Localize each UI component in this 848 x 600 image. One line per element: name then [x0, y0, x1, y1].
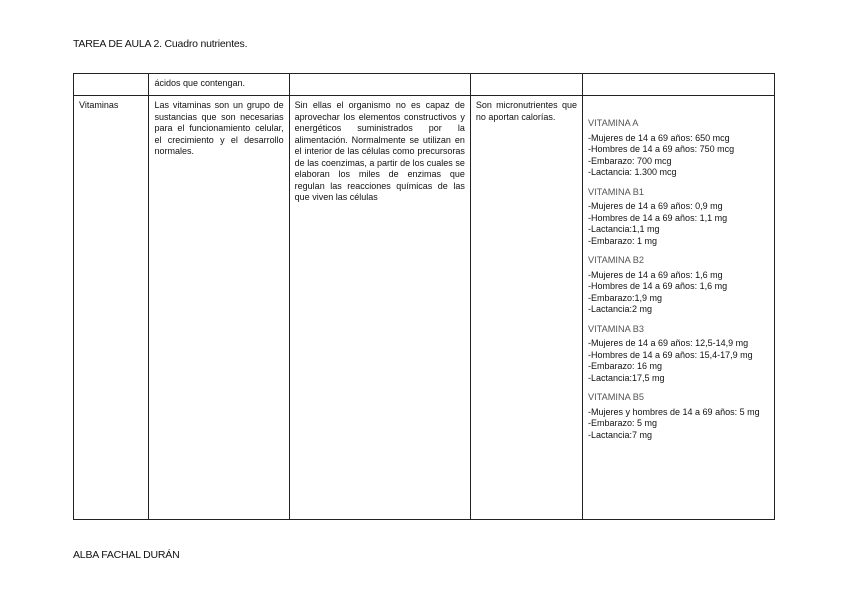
vitamin-block: [588, 392, 769, 441]
vitamin-requirement-line: -Mujeres de 14 a 69 años: 12,5-14,9 mg: [588, 338, 749, 348]
vitamin-requirement-line: -Hombres de 14 a 69 años: 1,1 mg: [588, 212, 728, 223]
vitamin-requirement-line: -Lactancia: 1.300 mcg: [588, 167, 677, 177]
vitamin-block: [588, 255, 769, 316]
vitamin-requirement-line: -Embarazo:1,9 mg: [588, 292, 663, 303]
vitamin-requirement-line: -Hombres de 14 a 69 años: 750 mcg: [588, 144, 735, 154]
vitamin-requirement-line: -Embarazo: 700 mcg: [588, 155, 672, 166]
table-cell: [470, 74, 582, 96]
vitamin-name: VITAMINA B2: [588, 255, 644, 265]
vitamin-requirement-line: -Embarazo: 5 mg: [588, 418, 658, 428]
vitamin-requirement-line: -Mujeres de 14 a 69 años: 650 mcg: [588, 132, 730, 143]
vitamin-name: VITAMINA B1: [588, 186, 644, 197]
table-row-vitaminas: [74, 96, 775, 520]
vitamin-requirement-line: -Embarazo: 16 mg: [588, 361, 663, 371]
nutrient-name-cell: Vitaminas: [74, 96, 149, 520]
table-cell: ácidos que contengan.: [149, 74, 289, 96]
vitamin-block: [588, 118, 769, 179]
vitamin-requirement-line: -Lactancia:2 mg: [588, 304, 653, 314]
table-cell: [289, 74, 470, 96]
nutrient-type-cell: Son micronutrientes que no aportan calorías.: [470, 96, 582, 520]
nutrient-function-cell: Sin ellas el organismo no es capaz de aprovechar los elementos constructivos y energéticos suministrados por la alimentación. Normalmente se utilizan en el interior de las células como precursoras de las coenzimas, a partir de los cuales se elaboran los miles de enzimas que regulan las reacciones químicas de las que viven las células: [289, 96, 470, 520]
nutrients-table: [73, 73, 775, 520]
table-row: [74, 74, 775, 96]
vitamin-requirement-line: -Hombres de 14 a 69 años: 15,4-17,9 mg: [588, 349, 753, 360]
vitamin-block: [588, 187, 769, 248]
vitamin-name: VITAMINA B3: [588, 323, 644, 334]
vitamin-requirement-line: -Lactancia:7 mg: [588, 429, 653, 440]
vitamin-requirement-line: -Mujeres de 14 a 69 años: 1,6 mg: [588, 269, 723, 280]
document-title: TAREA DE AULA 2. Cuadro nutrientes.: [73, 38, 248, 50]
vitamin-requirement-line: -Mujeres de 14 a 69 años: 0,9 mg: [588, 201, 723, 211]
nutrient-requirements-cell: [583, 96, 775, 520]
vitamin-block: [588, 324, 769, 385]
vitamin-requirement-line: -Hombres de 14 a 69 años: 1,6 mg: [588, 281, 728, 291]
table-cell: [74, 74, 149, 96]
requirements-list: [588, 118, 769, 441]
vitamin-requirement-line: -Mujeres y hombres de 14 a 69 años: 5 mg: [588, 406, 760, 417]
vitamin-requirement-line: -Lactancia:17,5 mg: [588, 372, 665, 383]
vitamin-name: VITAMINA A: [588, 118, 639, 128]
vitamin-name: VITAMINA B5: [588, 392, 644, 402]
vitamin-requirement-line: -Lactancia:1,1 mg: [588, 224, 660, 234]
table-cell: [583, 74, 775, 96]
vitamin-requirement-line: -Embarazo: 1 mg: [588, 235, 658, 246]
nutrient-definition-cell: Las vitaminas son un grupo de sustancias que son necesarias para el funcionamiento celular, el crecimiento y el desarrollo normales.: [149, 96, 289, 520]
document-author: ALBA FACHAL DURÁN: [73, 549, 180, 561]
